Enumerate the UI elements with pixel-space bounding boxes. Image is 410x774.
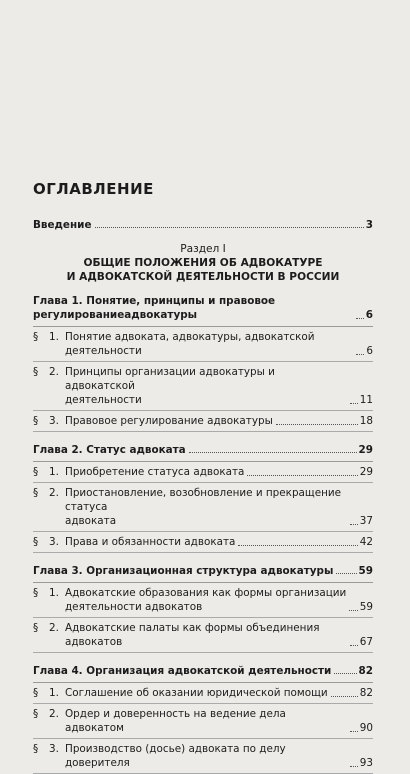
paragraph-title (65, 365, 347, 407)
dot-leader (95, 227, 364, 228)
paragraph-number: 2. (49, 366, 59, 378)
chapter-gap (33, 432, 373, 439)
section-title-line-2: И АДВОКАТСКОЙ ДЕЯТЕЛЬНОСТИ В РОССИИ (66, 271, 340, 283)
toc-entry-chapter-4[interactable] (33, 664, 373, 683)
paragraph-page: 11 (359, 394, 373, 406)
paragraph-title-line-1: Адвокатские образования как формы организации (65, 587, 347, 599)
toc-entry-chapter-3[interactable] (33, 564, 373, 583)
dot-leader (350, 731, 358, 732)
paragraph-page: 59 (359, 601, 373, 613)
paragraph-symbol: § (33, 366, 39, 378)
paragraph-page: 67 (359, 636, 373, 648)
dot-leader (350, 645, 358, 646)
chapter-title-line-2: адвокатуры (124, 309, 198, 321)
dot-leader (350, 766, 358, 767)
dot-leader (356, 318, 364, 319)
paragraph-number: 3. (49, 743, 59, 755)
toc-entry-paragraph-1-1[interactable] (33, 327, 373, 362)
toc-entry-paragraph-3-2[interactable] (33, 618, 373, 653)
paragraph-number: 1. (49, 687, 59, 699)
toc-entry-chapter-1[interactable] (33, 294, 373, 327)
chapter-title-line-1: Глава 3. Организационная структура адвокатуры (33, 565, 334, 577)
chapter-title-line-1: Глава 1. Понятие, принципы и правовое регулирование (33, 295, 276, 321)
paragraph-title-line-1: Соглашение об оказании юридической помощи (65, 687, 328, 699)
reverse-side-bleed-through (0, 0, 410, 175)
paragraph-number: 3. (49, 536, 59, 548)
toc-entry-paragraph-2-2[interactable] (33, 483, 373, 532)
chapter-title (33, 294, 353, 322)
paragraph-title-line-2: деятельности адвокатов (65, 601, 203, 613)
paragraph-number: 1. (49, 466, 59, 478)
paragraph-title (65, 621, 347, 649)
paragraph-symbol: § (33, 415, 39, 427)
toc-entry-introduction[interactable] (33, 218, 373, 232)
paragraph-title (65, 586, 346, 614)
chapter-page: 29 (358, 444, 373, 456)
paragraph-number: 1. (49, 587, 59, 599)
dot-leader (350, 403, 358, 404)
paragraph-page: 90 (359, 722, 373, 734)
toc-entry-paragraph-4-2[interactable] (33, 704, 373, 739)
paragraph-number: 2. (49, 622, 59, 634)
paragraph-title-line-2: адвоката (65, 515, 117, 527)
paragraph-title-line-1: Права и обязанности адвоката (65, 536, 236, 548)
paragraph-title-line-1: Ордер и доверенность на ведение дела адвокатом (65, 708, 286, 734)
toc-entry-paragraph-4-3[interactable] (33, 739, 373, 774)
paragraph-title (65, 535, 235, 549)
paragraph-title-line-1: Приобретение статуса адвоката (65, 466, 245, 478)
chapter-page: 59 (358, 565, 373, 577)
paragraph-title (65, 742, 347, 770)
chapter-title-line-1: Глава 4. Организация адвокатской деятельности (33, 665, 332, 677)
dot-leader (356, 354, 364, 355)
paragraph-title-line-1: Правовое регулирование адвокатуры (65, 415, 273, 427)
dot-leader (247, 475, 357, 476)
toc-entry-paragraph-1-3[interactable] (33, 411, 373, 432)
chapter-page: 6 (365, 309, 373, 321)
toc-entry-paragraph-2-1[interactable] (33, 462, 373, 483)
dot-leader (331, 696, 358, 697)
paragraph-symbol: § (33, 466, 39, 478)
paragraph-symbol: § (33, 708, 39, 720)
dot-leader (334, 673, 356, 674)
paragraph-page: 42 (359, 536, 373, 548)
toc-title: ОГЛАВЛЕНИЕ (33, 180, 154, 198)
paragraph-symbol: § (33, 587, 39, 599)
paragraph-symbol: § (33, 331, 39, 343)
paragraph-title-line-1: Принципы организации адвокатуры и адвокатской (65, 366, 275, 392)
chapter-gap (33, 553, 373, 560)
dot-leader (189, 452, 357, 453)
paragraph-title (65, 330, 353, 358)
paragraph-title (65, 686, 328, 700)
paragraph-number: 2. (49, 487, 59, 499)
paragraph-page: 6 (366, 345, 373, 357)
chapter-gap (33, 653, 373, 660)
section-number: Раздел I (180, 243, 226, 255)
paragraph-title (65, 414, 273, 428)
paragraph-page: 93 (359, 757, 373, 769)
entry-page: 3 (365, 219, 373, 231)
toc-entry-paragraph-2-3[interactable] (33, 532, 373, 553)
entry-label: Введение (33, 219, 92, 231)
dot-leader (350, 524, 358, 525)
paragraph-page: 29 (359, 466, 373, 478)
paragraph-number: 1. (49, 331, 59, 343)
paragraph-title (65, 486, 347, 528)
chapter-page: 82 (358, 665, 373, 677)
toc-entry-chapter-2[interactable] (33, 443, 373, 462)
paragraph-number: 3. (49, 415, 59, 427)
chapter-title (33, 564, 333, 578)
paragraph-title (65, 707, 347, 735)
toc-entry-paragraph-4-1[interactable] (33, 683, 373, 704)
paragraph-number: 2. (49, 708, 59, 720)
chapter-title-line-1: Глава 2. Статус адвоката (33, 444, 186, 456)
dot-leader (336, 573, 356, 574)
table-of-contents (33, 180, 373, 774)
chapter-title (33, 664, 331, 678)
chapter-list (33, 294, 373, 774)
chapter-title (33, 443, 186, 457)
paragraph-title-line-1: Производство (досье) адвоката по делу доверителя (65, 743, 286, 769)
section-heading (33, 242, 373, 284)
paragraph-symbol: § (33, 536, 39, 548)
paragraph-symbol: § (33, 687, 39, 699)
paragraph-title (65, 465, 244, 479)
toc-entry-paragraph-3-1[interactable] (33, 583, 373, 618)
paragraph-symbol: § (33, 622, 39, 634)
paragraph-page: 18 (359, 415, 373, 427)
paragraph-title-line-1: Понятие адвоката, адвокатуры, адвокатской деятельности (65, 331, 315, 357)
dot-leader (276, 424, 358, 425)
paragraph-title-line-1: Адвокатские палаты как формы объединения адвокатов (65, 622, 320, 648)
dot-leader (238, 545, 357, 546)
toc-entry-paragraph-1-2[interactable] (33, 362, 373, 411)
paragraph-symbol: § (33, 487, 39, 499)
paragraph-page: 37 (359, 515, 373, 527)
dot-leader (349, 610, 357, 611)
section-title-line-1: ОБЩИЕ ПОЛОЖЕНИЯ ОБ АДВОКАТУРЕ (83, 257, 323, 269)
paragraph-symbol: § (33, 743, 39, 755)
paragraph-title-line-1: Приостановление, возобновление и прекращение статуса (65, 487, 342, 513)
paragraph-title-line-2: деятельности (65, 394, 142, 406)
paragraph-page: 82 (359, 687, 373, 699)
